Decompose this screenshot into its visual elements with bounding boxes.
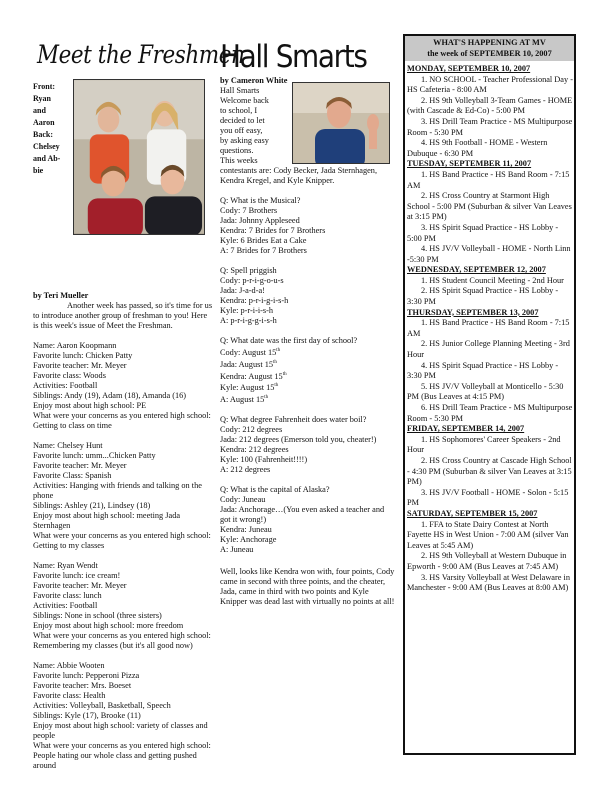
qa-line: A: 212 degrees [220, 464, 271, 474]
profile-line: Siblings: Kyle (17), Brooke (11) [33, 711, 141, 720]
profile-line: Favorite lunch: umm...Chicken Patty [33, 451, 156, 460]
profile-line: Favorite class: Woods [33, 371, 106, 380]
freshmen-profiles [33, 341, 213, 771]
profile-line: Favorite Class: Spanish [33, 471, 112, 480]
profile-line: Name: Abbie Wooten [33, 661, 105, 670]
profile-line: What were your concerns as you entered high school: People hating our whole class and getting pushed around [33, 741, 211, 770]
freshmen-photo [73, 79, 205, 235]
profile-line: Name: Aaron Koopmann [33, 341, 117, 350]
qa-line: Kendra: 212 degrees [220, 444, 289, 454]
profile-line: Favorite lunch: Chicken Patty [33, 351, 133, 360]
qa-line: Kyle: August 15th [220, 383, 279, 393]
profile-line: Favorite teacher: Mr. Meyer [33, 361, 127, 370]
freshmen-photo-image [74, 80, 204, 234]
profile-line: Activities: Football [33, 601, 98, 610]
qa-line: Jada: August 15th [220, 359, 277, 369]
schedule-event: 1. HS Student Council Meeting - 2nd Hour [421, 275, 564, 285]
profile-line: Favorite teacher: Mrs. Boeset [33, 681, 132, 690]
schedule-event: 2. HS Spirit Squad Practice - HS Lobby - 3:30 PM [407, 286, 559, 307]
photo-caption [33, 79, 71, 237]
ordinal-suffix: th [264, 395, 269, 401]
schedule-event: 1. HS Band Practice - HS Band Room - 7:15 AM [407, 318, 570, 338]
question-block [220, 196, 396, 256]
intro-line: you off easy, [220, 126, 263, 135]
profile-line: Favorite class: lunch [33, 591, 102, 600]
hall-smarts-photo [292, 82, 390, 164]
qa-line: Kendra: Juneau [220, 524, 272, 534]
freshmen-photo-row [33, 79, 213, 237]
intro-line: Welcome back [220, 96, 269, 105]
schedule-day-heading: WEDNESDAY, SEPTEMBER 12, 2007 [407, 265, 546, 275]
qa-line: Jada: 212 degrees (Emerson told you, cheater!) [220, 434, 377, 444]
freshman-profile [33, 341, 213, 431]
schedule-header [405, 36, 574, 61]
profile-line: Favorite lunch: Pepperoni Pizza [33, 671, 140, 680]
profile-line: Name: Chelsey Hunt [33, 441, 103, 450]
qa-line: Cody: August 15th [220, 347, 281, 357]
freshman-profile [33, 661, 213, 771]
qa-line: Q: What degree Fahrenheit does water boil? [220, 414, 367, 424]
freshman-profile [33, 561, 213, 651]
profile-line: Siblings: Ashley (21), Lindsey (18) [33, 501, 151, 510]
qa-line: Cody: 212 degrees [220, 424, 283, 434]
schedule-subtitle: the week of SEPTEMBER 10, 2007 [427, 49, 552, 58]
intro-line: Hall Smarts [220, 86, 260, 95]
profile-line: Favorite teacher: Mr. Meyer [33, 581, 127, 590]
schedule-event: 4. HS 9th Football - HOME - Western Dubuque - 6:30 PM [407, 138, 548, 158]
intro-line: questions. [220, 146, 254, 155]
qa-line: Jada: Johnny Appleseed [220, 216, 300, 225]
schedule-event: 3. HS Varsity Volleyball at West Delaware in Manchester - 9:00 AM (Bus Leaves at 8:00 AM) [407, 572, 570, 593]
ordinal-suffix: th [274, 383, 279, 389]
profile-line: What were your concerns as you entered high school: Getting to my classes [33, 531, 211, 550]
schedule-event: 2. HS Junior College Planning Meeting - 3rd Hour [407, 339, 570, 360]
qa-line: Cody: 7 Brothers [220, 206, 278, 215]
qa-line: Kendra: 7 Brides for 7 Brothers [220, 226, 326, 235]
schedule-event: 2. HS 9th Volleyball 3-Team Games - HOME (with Cascade & Ed-Co) - 5:00 PM [407, 95, 573, 116]
schedule-box [403, 34, 576, 755]
profile-line: Enjoy most about high school: more freedom [33, 621, 184, 630]
qa-line: Cody: Juneau [220, 494, 266, 504]
qa-line: Q: What is the Musical? [220, 196, 301, 205]
caption-line: Front: [33, 82, 56, 91]
schedule-event: 2. HS Cross Country at Cascade High School - 4:30 PM (Suburban & silver Van Leaves at 3:15 PM) [407, 455, 572, 487]
freshmen-title: Meet the Freshmen [37, 40, 245, 69]
caption-line: and Ab- [33, 154, 61, 163]
profile-line: Enjoy most about high school: meeting Jada Sternhagen [33, 511, 181, 530]
caption-line: Back: [33, 130, 53, 139]
hall-smarts-photo-image [293, 83, 390, 164]
schedule-event: 1. FFA to State Dairy Contest at North Fayette HS in West Union - 7:00 AM (silver Van Leaves at 5:45 AM) [407, 519, 569, 550]
freshman-profile [33, 441, 213, 551]
qa-line: Q: What is the capital of Alaska? [220, 484, 330, 494]
schedule-event: 1. HS Band Practice - HS Band Room - 7:15 AM [407, 169, 570, 190]
qa-line: A: p-r-i-g-g-i-s-h [220, 316, 277, 325]
qa-line: Kendra: p-r-i-g-i-s-h [220, 296, 289, 305]
hall-smarts-title: Hall Smarts [220, 39, 367, 75]
profile-line: What were your concerns as you entered high school: Getting to class on time [33, 411, 211, 430]
schedule-day-heading: TUESDAY, SEPTEMBER 11, 2007 [407, 159, 532, 169]
schedule-event: 5. HS JV/V Volleyball at Monticello - 5:30 PM (Bus Leaves at 4:15 PM) [407, 381, 564, 402]
profile-line: Activities: Volleyball, Basketball, Speech [33, 701, 171, 710]
freshmen-intro: Another week has passed, so it's time for us to introduce another group of freshman to you! Here is this week's issue of Meet the Freshman. [33, 301, 213, 330]
schedule-event: 6. HS Drill Team Practice - MS Multipurpose Room - 5:30 PM [407, 403, 573, 423]
schedule-title: WHAT'S HAPPENING AT MV [433, 38, 546, 47]
schedule-event: 3. HS Drill Team Practice - MS Multipurpose Room - 5:30 PM [407, 116, 573, 137]
caption-line: bie [33, 166, 44, 175]
qa-line: Q: Spell priggish [220, 266, 277, 275]
profile-line: Siblings: Andy (19), Adam (18), Amanda (16) [33, 391, 187, 400]
qa-line: Q: What date was the first day of school? [220, 336, 358, 345]
question-block [220, 266, 396, 326]
ordinal-suffix: th [276, 348, 281, 353]
intro-line: This weeks [220, 156, 258, 165]
caption-line: Aaron [33, 118, 55, 127]
qa-line: Jada: J-a-d-a! [220, 286, 265, 295]
qa-line: A: August 15th [220, 394, 269, 404]
schedule-day-heading: FRIDAY, SEPTEMBER 14, 2007 [407, 424, 525, 434]
qa-line: Kyle: 6 Brides Eat a Cake [220, 236, 307, 245]
hall-smarts-column [220, 40, 396, 607]
schedule-event: 4. HS JV/V Volleyball - HOME - North Linn -5:30 PM [407, 244, 571, 264]
profile-line: Enjoy most about high school: variety of classes and people [33, 721, 208, 740]
qa-line: Jada: Anchorage…(You even asked a teacher and got it wrong!) [220, 504, 385, 524]
qa-line: Kendra: August 15th [220, 371, 287, 381]
ordinal-suffix: th [273, 359, 277, 365]
profile-line: Name: Ryan Wendt [33, 561, 98, 570]
schedule-day-heading: THURSDAY, SEPTEMBER 13, 2007 [407, 307, 539, 317]
profile-line: Activities: Hanging with friends and talking on the phone [33, 481, 202, 500]
caption-line: Ryan [33, 94, 51, 103]
caption-line: Chelsey [33, 142, 60, 151]
profile-line: Enjoy most about high school: PE [33, 401, 147, 410]
qa-line: Kyle: 100 (Fahrenheit!!!!) [220, 454, 308, 464]
qa-line: A: Juneau [220, 544, 254, 554]
hall-smarts-byline: by Cameron White [220, 76, 288, 85]
qa-line: Kyle: p-r-i-i-s-h [220, 306, 274, 315]
profile-line: Favorite class: Health [33, 691, 106, 700]
profile-line: Favorite lunch: ice cream! [33, 571, 121, 580]
qa-line: Kyle: Anchorage [220, 534, 277, 544]
schedule-body [405, 61, 574, 594]
hall-smarts-intro [220, 86, 396, 186]
schedule-event: 4. HS Spirit Squad Practice - HS Lobby - 3:30 PM [407, 360, 559, 381]
profile-line: What were your concerns as you entered high school: Remembering my classes (but it's all good now) [33, 631, 211, 650]
question-block [220, 336, 396, 405]
schedule-day-heading: SATURDAY, SEPTEMBER 15, 2007 [407, 508, 538, 518]
freshmen-byline: by Teri Mueller [33, 291, 89, 300]
profile-line: Favorite teacher: Mr. Meyer [33, 461, 127, 470]
hall-smarts-qa [220, 196, 396, 555]
intro-line: decided to let [220, 116, 265, 125]
question-block [220, 415, 396, 475]
intro-line: by asking easy [220, 136, 269, 145]
hall-smarts-closing: Well, looks like Kendra won with, four points, Cody came in second with three points, and the cheater, Jada, came in third with two points and Kyle Knipper was dead last with virtually no points at all! [220, 566, 395, 606]
schedule-event: 1. HS Sophomores' Career Speakers - 2nd Hour [407, 434, 561, 455]
hall-smarts-contestants: contestants are: Cody Becker, Jada Sternhagen, Kendra Kregel, and Kyle Knipper. [220, 166, 378, 185]
hall-smarts-intro-lines [220, 86, 288, 166]
qa-line: A: 7 Brides for 7 Brothers [220, 246, 307, 255]
intro-line: to school, I [220, 106, 258, 115]
qa-line: Cody: p-r-i-g-o-u-s [220, 276, 284, 285]
schedule-event: 2. HS Cross Country at Starmont High School - 5:00 PM (Suburban & silver Van Leaves at 3:15 PM) [407, 191, 572, 222]
schedule-event: 3. HS JV/V Football - HOME - Solon - 5:15 PM [407, 487, 569, 508]
schedule-day-heading: MONDAY, SEPTEMBER 10, 2007 [407, 64, 531, 73]
profile-line: Activities: Football [33, 381, 98, 390]
caption-line: and [33, 106, 46, 115]
schedule-event: 3. HS Spirit Squad Practice - HS Lobby - 5:00 PM [407, 222, 559, 243]
schedule-event: 2. HS 9th Volleyball at Western Dubuque in Epworth - 9:00 AM (Bus Leaves at 7:45 AM) [407, 551, 567, 571]
profile-line: Siblings: None in school (three sisters) [33, 611, 162, 620]
schedule-event: 1. NO SCHOOL - Teacher Professional Day - HS Cafeteria - 8:00 AM [407, 74, 573, 95]
ordinal-suffix: th [282, 371, 287, 377]
question-block [220, 485, 396, 555]
